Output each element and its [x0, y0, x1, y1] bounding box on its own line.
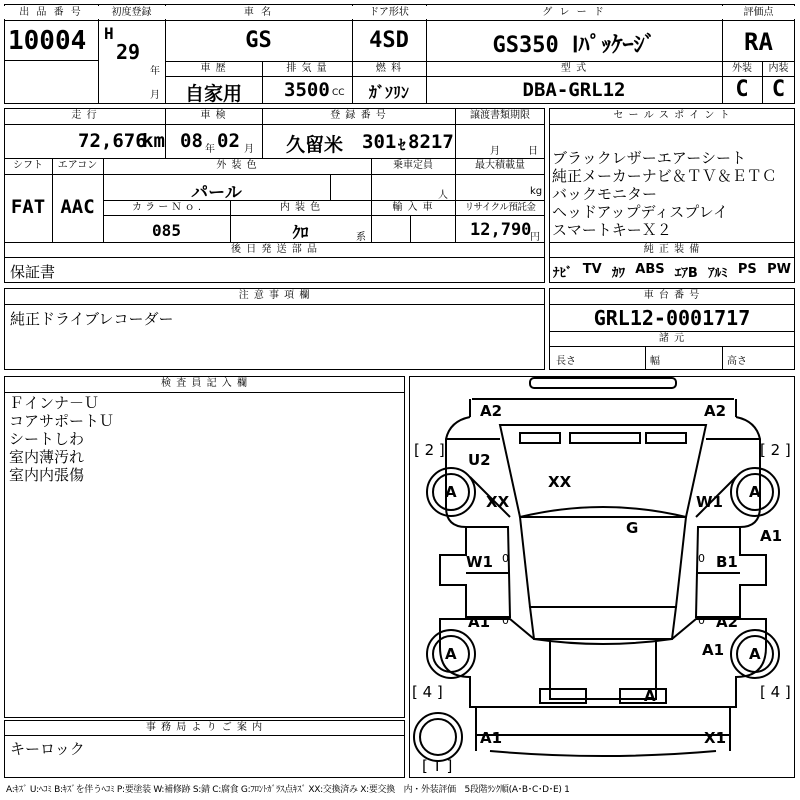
- equip-alloy: ｱﾙﾐ: [708, 266, 728, 281]
- equip-pw: PW: [767, 262, 791, 277]
- inspector-line-3: シートしわ: [9, 430, 85, 448]
- equip-nav: ﾅﾋﾞ: [553, 266, 573, 281]
- roof: [520, 517, 686, 607]
- dims-label: 諸 元: [658, 333, 686, 344]
- legend: A:ｷｽﾞ U:ﾍｺﾐ B:ｷｽﾞを伴うﾍｺﾐ P:要塗装 W:補修跡 S:錆 C:腐食 G:ﾌﾛﾝﾄｶﾞﾗｽ点ｷｽﾞ XX:交換済み X:要交換 内・外装評価 5段階ﾗﾝｸ順(A･B･C･D･E) 1: [6, 785, 570, 795]
- mark-small-0a: 0: [502, 552, 509, 565]
- reg-num: 8217: [408, 131, 454, 153]
- inspection-month: 02: [217, 130, 240, 152]
- equip-tv: TV: [582, 262, 602, 277]
- reg-class: 301: [362, 131, 397, 153]
- equip-ps: PS: [737, 262, 757, 277]
- mark-rear-right: X1: [704, 729, 727, 747]
- mark-spare-box: [ T ]: [422, 757, 453, 775]
- inspector-line-4: 室内薄汚れ: [9, 448, 85, 466]
- mark-front-left: A2: [480, 402, 503, 420]
- reg-no-label: 登 録 番 号: [330, 110, 387, 121]
- mileage-value: 72,676: [78, 130, 147, 152]
- mark-front-right: A2: [704, 402, 727, 420]
- inspection-label: 車 検: [200, 110, 227, 121]
- door-value: 4SD: [369, 28, 409, 53]
- notes-label: 注 意 事 項 欄: [238, 290, 311, 301]
- history-value: 自家用: [184, 83, 242, 105]
- office-label: 事 務 局 よ り ご 案 内: [145, 722, 264, 733]
- mark-w1-left: W1: [466, 553, 493, 571]
- score-label: 評価点: [722, 6, 795, 19]
- mark-fender-right-box: [ 2 ]: [760, 441, 791, 459]
- reg-area: 久留米: [286, 134, 344, 156]
- equip-list: [553, 262, 791, 281]
- mark-small-0d: 0: [698, 614, 705, 627]
- sales-points-label: セ ー ル ス ポ イ ン ト: [613, 110, 731, 121]
- ext-grade-label: 外装: [732, 63, 752, 74]
- sales-point-1: ブラックレザーエアーシート: [552, 149, 746, 167]
- interior-color-label: 内 装 色: [279, 202, 322, 213]
- displacement-value: 3500: [284, 79, 330, 101]
- chassis-label: 車 台 番 号: [643, 290, 701, 301]
- equip-airbag: ｴｱB: [674, 266, 698, 281]
- reg-kana: ｾ: [398, 136, 406, 154]
- interior-color-value: ｸﾛ: [292, 223, 309, 242]
- inspector-label: 検 査 員 記 入 欄: [161, 378, 248, 389]
- import-label: 輸 入 車: [392, 202, 434, 213]
- inspector-line-1: Ｆインナ－Ｕ: [9, 394, 100, 412]
- mark-a1-left: A1: [468, 613, 491, 631]
- mark-a1-right: A1: [702, 641, 725, 659]
- grade-label: グ レ ー ド: [426, 6, 722, 19]
- mark-tire-fl: A: [445, 483, 457, 501]
- sales-point-3: バックモニター: [552, 185, 658, 203]
- score-value: RA: [744, 28, 773, 56]
- transfer-label: 譲渡書類期限: [470, 110, 530, 121]
- era: H: [104, 24, 114, 43]
- color-no-value: 085: [152, 221, 181, 240]
- sales-point-5: スマートキーＸ２: [552, 221, 672, 239]
- car-diagram: [409, 376, 795, 778]
- front-bumper: [470, 399, 736, 417]
- displacement-label: 排 気 量: [286, 63, 328, 74]
- equip-abs: ABS: [635, 262, 665, 277]
- displacement-unit: CC: [332, 88, 345, 98]
- height-label: 高さ: [727, 356, 747, 367]
- sales-point-4: ヘッドアップディスプレイ: [552, 203, 728, 221]
- ext-grade-value: C: [735, 77, 749, 102]
- mark-trunk: A: [644, 687, 656, 705]
- color-no-label: カ ラ ー Ｎ ｏ .: [131, 202, 202, 213]
- mark-fender-left-box: [ 2 ]: [414, 441, 445, 459]
- first-reg-label: 初度登録: [98, 6, 165, 19]
- inspection-year: 08: [180, 130, 203, 152]
- rear-bumper: [476, 707, 730, 735]
- lot-number: 10004: [8, 26, 87, 56]
- mileage-unit: km: [142, 130, 165, 152]
- recycle-value: 12,790: [470, 220, 532, 240]
- inspector-line-5: 室内内張傷: [9, 466, 85, 484]
- width-label: 幅: [650, 356, 660, 367]
- sales-point-2: 純正メーカーナビ＆ＴＶ＆ＥＴＣ: [552, 167, 777, 185]
- office-text: キーロック: [10, 740, 85, 758]
- mark-hood: XX: [548, 473, 572, 491]
- make-value: GS: [245, 28, 272, 53]
- first-reg-year: 29: [116, 40, 141, 64]
- ac-label: エアコン: [57, 160, 98, 171]
- mark-tire-fr: A: [749, 483, 761, 501]
- mark-tire-rr: A: [749, 645, 761, 663]
- month-unit: 月: [150, 90, 160, 101]
- chassis-number: GRL12-0001717: [593, 306, 751, 330]
- mark-a2-right: A2: [716, 613, 739, 631]
- int-grade-label: 内装: [768, 63, 789, 74]
- lot-label: 出 品 番 号: [4, 6, 98, 19]
- mark-tire-rl: A: [445, 645, 457, 663]
- length-label: 長さ: [556, 356, 576, 367]
- mark-rear-left: A1: [480, 729, 503, 747]
- capacity-label: 乗車定員: [393, 160, 433, 171]
- mark-small-0b: 0: [698, 552, 705, 565]
- model-label: 型 式: [560, 63, 588, 74]
- interior-color-unit: 系: [356, 232, 366, 243]
- equip-label: 純 正 装 備: [643, 244, 701, 255]
- mark-rear-right-box: [ 4 ]: [760, 683, 791, 701]
- inspection-year-unit: 年: [205, 144, 215, 155]
- capacity-unit: 人: [438, 190, 448, 201]
- mark-b1: B1: [716, 553, 738, 571]
- make-label: 車 名: [165, 6, 352, 19]
- load-label: 最大積載量: [475, 160, 525, 171]
- transfer-day: 日: [528, 146, 538, 157]
- mark-u2: U2: [468, 451, 491, 469]
- history-label: 車 歴: [200, 63, 227, 74]
- inspector-line-2: コアサポートＵ: [9, 412, 115, 430]
- later-parts-label: 後 日 発 送 部 品: [231, 244, 318, 255]
- spare-tire: [414, 713, 462, 761]
- top-bar: [530, 378, 676, 388]
- fuel-value: ｶﾞｿﾘﾝ: [368, 83, 409, 102]
- recycle-unit: 円: [530, 232, 540, 243]
- mark-small-0c: 0: [502, 614, 509, 627]
- color-value: パール: [191, 183, 242, 203]
- inspection-month-unit: 月: [244, 144, 254, 155]
- later-parts-value: 保証書: [10, 263, 56, 281]
- shift-value: FAT: [10, 196, 46, 218]
- transfer-month: 月: [490, 146, 500, 157]
- hood: [500, 425, 706, 517]
- mileage-label: 走 行: [71, 110, 98, 121]
- int-grade-value: C: [771, 77, 786, 102]
- mark-rear-left-box: [ 4 ]: [412, 683, 443, 701]
- ac-value: AAC: [60, 196, 95, 218]
- grade-value: GS350 Ⅰﾊﾟｯｹｰｼﾞ: [492, 33, 656, 58]
- mark-xx-left: XX: [486, 493, 510, 511]
- mark-roof: G: [626, 519, 639, 537]
- mark-a1-right-top: A1: [760, 527, 783, 545]
- color-label: 外 装 色: [216, 160, 258, 171]
- shift-label: シフト: [13, 160, 43, 171]
- notes-text: 純正ドライブレコーダー: [10, 310, 174, 328]
- equip-leather: ｶﾜ: [612, 266, 625, 281]
- door-label: ドア形状: [352, 6, 426, 19]
- rear-window: [530, 607, 676, 639]
- model-value: DBA-GRL12: [522, 79, 626, 101]
- mark-w1-right: W1: [696, 493, 723, 511]
- year-unit: 年: [150, 66, 160, 77]
- recycle-label: リサイクル預託金: [464, 202, 536, 213]
- load-unit: kg: [530, 186, 543, 197]
- fuel-label: 燃 料: [375, 63, 403, 74]
